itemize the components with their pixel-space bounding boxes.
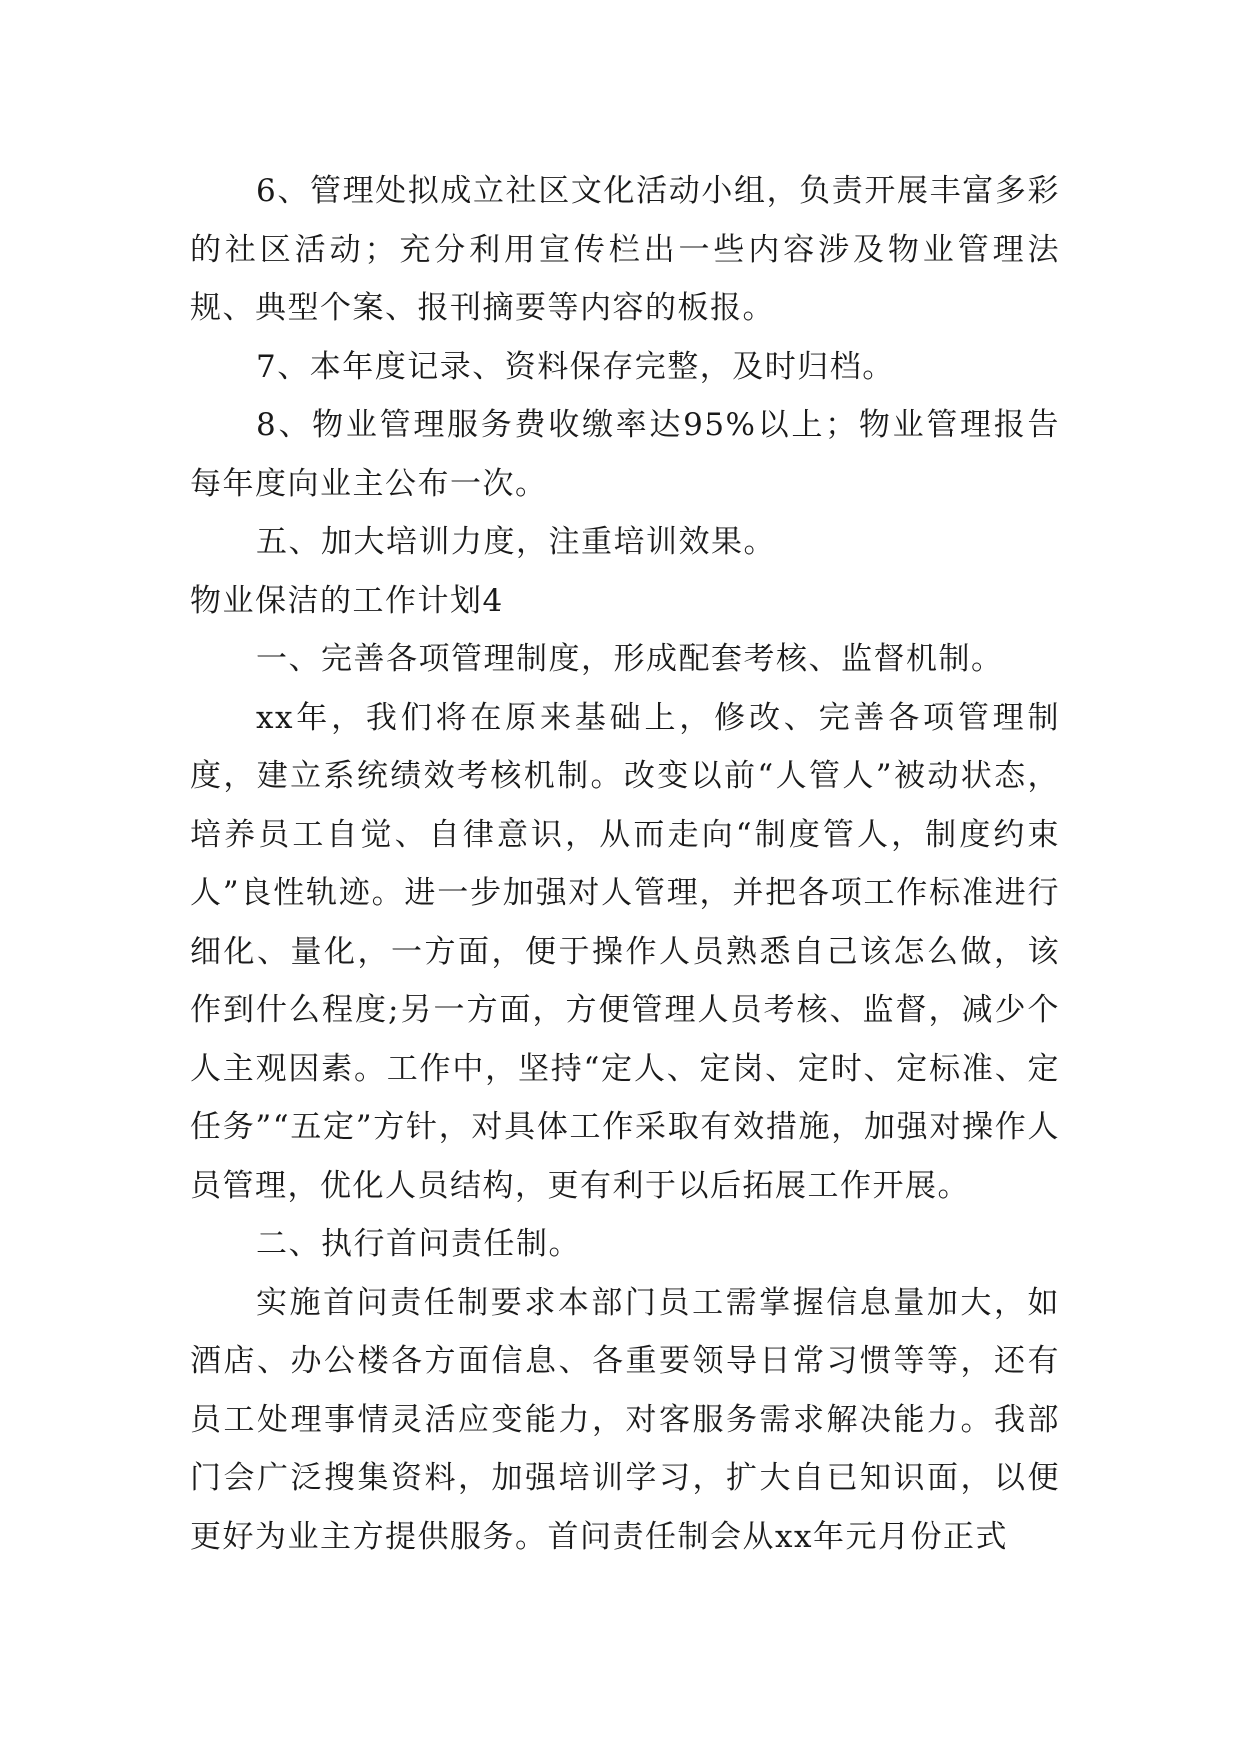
paragraph-first-inquiry: 实施首问责任制要求本部门员工需掌握信息量加大，如酒店、办公楼各方面信息、各重要领导日常习惯等等，还有员工处理事情灵活应变能力，对客服务需求解决能力。我部门会广泛搜集资料，加强培训学习，扩大自已知识面，以便更好为业主方提供服务。首问责任制会从xx年元月份正式: [190, 1284, 1060, 1555]
section-heading-training: 五、加大培训力度，注重培训效果。: [256, 524, 776, 560]
section-heading-management-system: 一、完善各项管理制度，形成配套考核、监督机制。: [256, 641, 1004, 677]
paragraph-item-6: 6、管理处拟成立社区文化活动小组，负责开展丰富多彩的社区活动；充分利用宣传栏出一些内容涉及物业管理法规、典型个案、报刊摘要等内容的板报。: [190, 173, 1060, 326]
paragraph-item-8: 8、物业管理服务费收缴率达95%以上；物业管理报告每年度向业主公布一次。: [190, 407, 1060, 502]
paragraph-item-7: 7、本年度记录、资料保存完整，及时归档。: [256, 348, 895, 385]
section-heading-first-inquiry: 二、执行首问责任制。: [256, 1226, 581, 1262]
paragraph-management-system: xx年，我们将在原来基础上，修改、完善各项管理制度，建立系统绩效考核机制。改变以前“人管人”被动状态，培养员工自觉、自律意识，从而走向“制度管人，制度约束人”良性轨迹。进一步加强对人管理，并把各项工作标准进行细化、量化，一方面，便于操作人员熟悉自己该怎么做，该作到什么程度;另一方面，方便管理人员考核、监督，减少个人主观因素。工作中，坚持“定人、定岗、定时、定标准、定任务”“五定”方针，对具体工作采取有效措施，加强对操作人员管理，优化人员结构，更有利于以后拓展工作开展。: [190, 699, 1060, 1204]
document-title-plan-4: 物业保洁的工作计划4: [190, 582, 504, 619]
document-body: [190, 162, 1060, 1566]
